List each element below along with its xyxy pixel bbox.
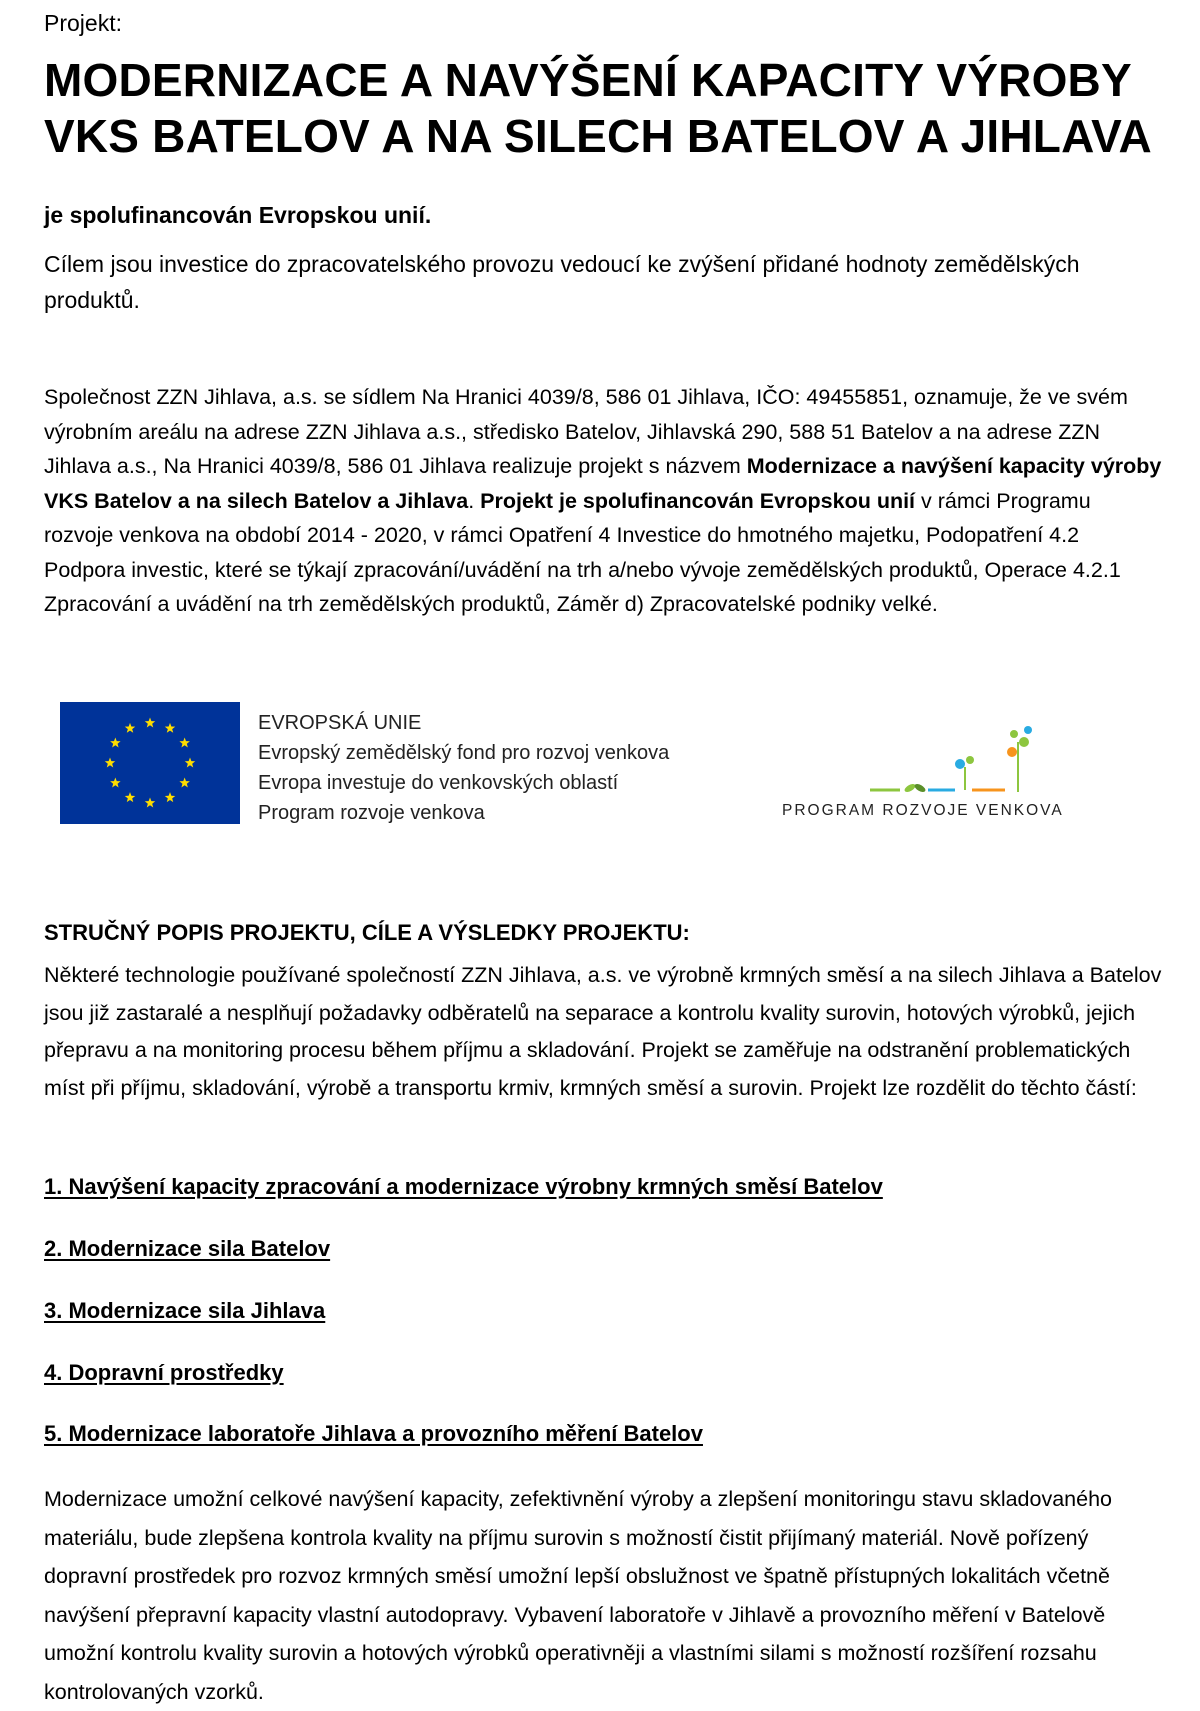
logo-strip	[60, 702, 1170, 852]
section-description: Některé technologie používané společností ZZN Jihlava, a.s. ve výrobně krmných směsí a na silech Jihlava a Batelov jsou již zastaralé a nesplňují požadavky odběratelů na separace a kontrolu kvality surovin, hotových výrobků, jejich přepravu a na monitoring procesu během příjmu a skladování. Projekt se zaměřuje na odstranění problematických míst při příjmu, skladování, výrobě a transportu krmiv, krmných směsí a surovin. Projekt lze rozdělit do těchto částí:	[44, 963, 1162, 1100]
eu-line-4: Program rozvoje venkova	[258, 802, 485, 824]
eu-star-icon	[110, 738, 120, 748]
project-part-2: 2. Modernizace sila Batelov	[44, 1236, 331, 1261]
project-label: Projekt:	[44, 10, 122, 36]
cofinanced-statement: je spolufinancován Evropskou unií.	[44, 202, 432, 228]
eu-star-icon	[179, 738, 189, 748]
intro-text-3: v rámci Programu rozvoje venkova na období 2014 - 2020, v rámci Opatření 4 Investice do hmotného majetku, Podopatření 4.2 Podpora investic, které se týkají zpracování/uvádění na trh a/nebo vývoje zemědělských produktů, Operace 4.2.1 Zpracování a uvádění na trh zemědělských produktů, Záměr d) Zpracovatelské podniky velké.	[44, 488, 1121, 616]
eu-line-2: Evropský zemědělský fond pro rozvoj venkova	[258, 742, 670, 764]
eu-star-icon	[125, 792, 135, 802]
intro-paragraph	[44, 380, 1164, 622]
closing-paragraph: Modernizace umožní celkové navýšení kapacity, zefektivnění výroby a zlepšení monitoringu stavu skladovaného materiálu, bude zlepšena kontrola kvality na příjmu surovin s možností čistit přijímaný materiál. Nově pořízený dopravní prostředek pro rozvoz krmných směsí umožní lepší obslužnost ve špatně přístupných lokalitách včetně navýšení přepravní kapacity vlastní autodopravy. Vybavení laboratoře v Jihlavě a provozního měření v Batelově umožní kontrolu kvality surovin a hotových výrobků operativněji a vlastními silami s možností rozšíření rozsahu kontrolovaných vzorků.	[44, 1487, 1113, 1704]
eu-star-icon	[125, 723, 135, 733]
project-part-5: 5. Modernizace laboratoře Jihlava a provozního měření Batelov	[44, 1421, 703, 1446]
prv-logo-text: PROGRAM ROZVOJE VENKOVA	[782, 802, 1064, 819]
project-part-1: 1. Navýšení kapacity zpracování a modernizace výrobny krmných směsí Batelov	[44, 1174, 883, 1199]
eu-star-icon	[145, 718, 155, 728]
eu-star-icon	[165, 792, 175, 802]
project-part-3: 3. Modernizace sila Jihlava	[44, 1298, 326, 1323]
eu-star-icon	[185, 758, 195, 768]
intro-text-1: Společnost ZZN Jihlava, a.s. se sídlem Na Hranici 4039/8, 586 01 Jihlava, IČO: 49455851, oznamuje, že ve svém výrobním areálu na adrese ZZN Jihlava a.s., středisko Batelov, Jihlavská 290, 588 51 Batelov a na adrese ZZN Jihlava a.s., Na Hranici 4039/8, 586 01 Jihlava realizuje projekt s názvem	[44, 385, 1128, 478]
eu-star-icon	[145, 798, 155, 808]
project-goal: Cílem jsou investice do zpracovatelského provozu vedoucí ke zvýšení přidané hodnoty zemědělských produktů.	[44, 251, 1080, 313]
intro-project-name: Modernizace a navýšení kapacity výroby VKS Batelov a na silech Batelov a Jihlava	[44, 454, 1162, 513]
eu-star-icon	[165, 723, 175, 733]
intro-cofinanced: Projekt je spolufinancován Evropskou unií	[480, 488, 916, 513]
eu-line-1: EVROPSKÁ UNIE	[258, 712, 422, 734]
eu-star-icon	[110, 778, 120, 788]
intro-text-2: .	[468, 488, 481, 513]
eu-star-icon	[179, 778, 189, 788]
eu-logo-text	[258, 708, 669, 828]
title-line-1: MODERNIZACE A NAVÝŠENÍ KAPACITY VÝROBY	[44, 54, 1132, 106]
section-heading: STRUČNÝ POPIS PROJEKTU, CÍLE A VÝSLEDKY PROJEKTU:	[44, 920, 690, 945]
eu-star-icon	[105, 758, 115, 768]
title-line-2: VKS BATELOV A NA SILECH BATELOV A JIHLAVA	[44, 110, 1152, 162]
eu-stars-icon	[60, 702, 240, 824]
page-title	[44, 52, 1152, 164]
project-part-4: 4. Dopravní prostředky	[44, 1360, 284, 1385]
eu-line-3: Evropa investuje do venkovských oblastí	[258, 772, 619, 794]
eu-flag-logo	[60, 702, 240, 824]
